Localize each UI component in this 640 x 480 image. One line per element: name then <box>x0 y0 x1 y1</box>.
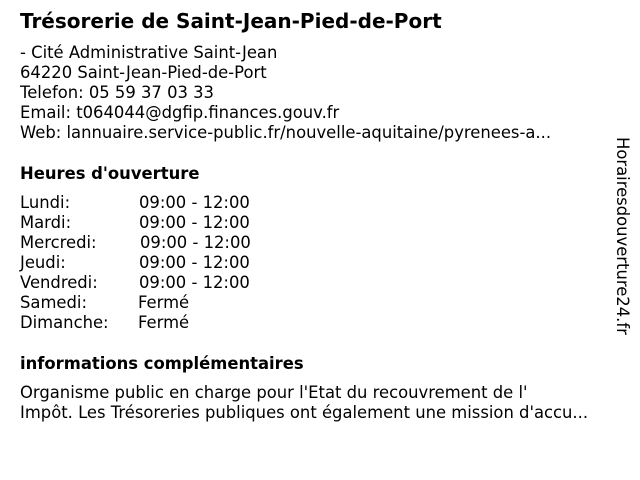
watermark-text: Horairesdouverture24.fr <box>613 137 632 335</box>
hours-day: Dimanche: <box>20 313 109 332</box>
info-heading: informations complémentaires <box>20 354 304 373</box>
hours-heading: Heures d'ouverture <box>20 164 200 183</box>
info-line-1: Organisme public en charge pour l'Etat du recouvrement de l' <box>20 383 528 402</box>
hours-day: Vendredi: <box>20 273 98 292</box>
hours-day: Mardi: <box>20 213 72 232</box>
address-line-1: - Cité Administrative Saint-Jean <box>20 43 278 62</box>
web-text: Web: lannuaire.service-public.fr/nouvelle-aquitaine/pyrenees-a... <box>20 123 552 142</box>
page-title: Trésorerie de Saint-Jean-Pied-de-Port <box>20 9 442 33</box>
hours-day: Samedi: <box>20 293 87 312</box>
hours-time: Fermé <box>138 293 190 312</box>
info-line-2: Impôt. Les Trésoreries publiques ont également une mission d'accu... <box>20 403 589 422</box>
hours-time: 09:00 - 12:00 <box>139 253 250 272</box>
hours-day: Lundi: <box>20 193 71 212</box>
info-text <box>20 383 588 423</box>
hours-day: Mercredi: <box>20 233 97 252</box>
hours-time: 09:00 - 12:00 <box>139 213 250 232</box>
address-block <box>20 43 551 143</box>
phone-text: Telefon: 05 59 37 03 33 <box>20 83 214 102</box>
hours-time: 09:00 - 12:00 <box>139 273 250 292</box>
hours-day: Jeudi: <box>20 253 66 272</box>
hours-time: 09:00 - 12:00 <box>140 233 251 252</box>
hours-time: Fermé <box>138 313 190 332</box>
hours-time: 09:00 - 12:00 <box>139 193 250 212</box>
address-line-2: 64220 Saint-Jean-Pied-de-Port <box>20 63 267 82</box>
email-text: Email: t064044@dgfip.finances.gouv.fr <box>20 103 340 122</box>
